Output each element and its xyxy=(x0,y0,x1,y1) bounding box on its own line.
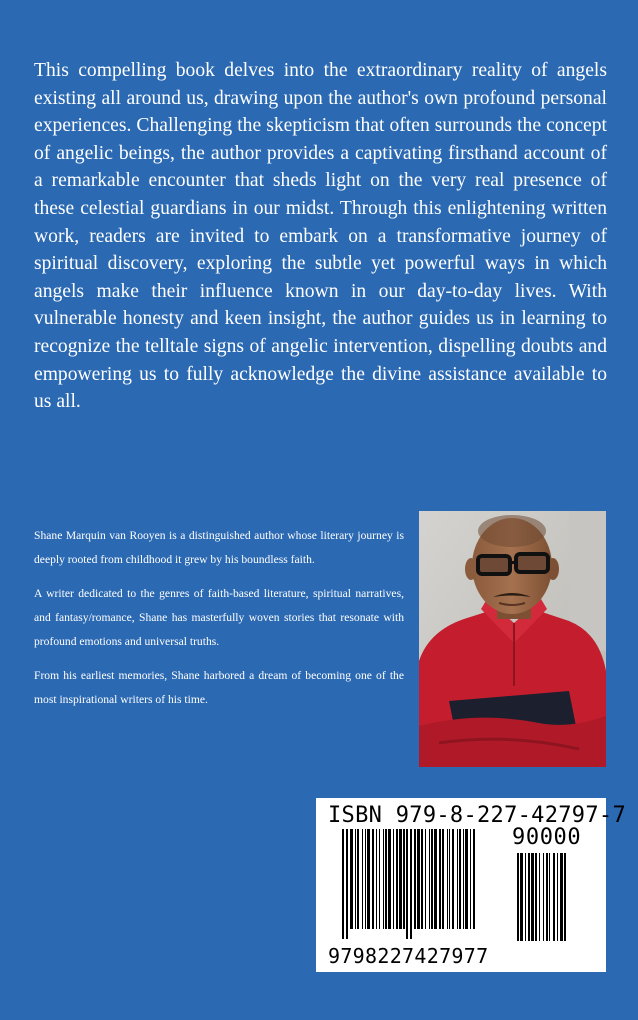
barcode-bar xyxy=(439,829,441,929)
barcode-bar xyxy=(564,853,566,941)
barcode-bar xyxy=(520,853,523,941)
barcode-bar xyxy=(525,853,526,941)
barcode-bar xyxy=(399,829,402,929)
price-code: 90000 xyxy=(512,825,582,850)
barcode-bar xyxy=(539,853,540,941)
barcode-bar xyxy=(379,829,380,929)
barcode-bar xyxy=(365,829,366,929)
book-blurb: This compelling book delves into the extraordinary reality of angels existing all around us, drawing upon the author's own profound personal experiences. Challenging the skepticism that often surrounds the concept of angelic beings, the author provides a captivating firsthand account of a remarkable encounter that sheds light on the very real presence of these celestial guardians in our midst. Through this enlightening written work, readers are invited to embark on a transformative journey of spiritual discovery, exploring the subtle yet powerful ways in which angels make their influence known in our day-to-day lives. With vulnerable honesty and keen insight, the author guides us in learning to recognize the telltale signs of angelic intervention, dispelling doubts and empowering us to fully acknowledge the divine assistance available to us all. xyxy=(34,60,607,413)
barcode-bar xyxy=(434,829,437,929)
barcode-bar xyxy=(543,853,544,941)
isbn-barcode xyxy=(316,798,626,972)
barcode-bar xyxy=(383,829,384,929)
barcode-bar xyxy=(553,853,555,941)
addon-barcode-bars xyxy=(517,853,593,941)
barcode-bar xyxy=(403,829,405,929)
author-photo xyxy=(419,511,606,767)
author-bio-paragraph: A writer dedicated to the genres of faith-based literature, spiritual narratives, and fantasy/romance, Shane has masterfully woven stories that resonate with profound emotions and universal truths. xyxy=(34,587,404,648)
barcode-bar xyxy=(362,829,363,929)
barcode-bar xyxy=(429,829,430,929)
barcode-bar xyxy=(396,829,398,929)
barcode-bar xyxy=(342,829,344,939)
barcode-bar xyxy=(421,829,423,929)
barcode-bar xyxy=(447,829,448,929)
isbn-number: ISBN 979-8-227-42797-7 xyxy=(328,803,626,828)
author-portrait-image xyxy=(419,511,606,767)
barcode-bar xyxy=(531,853,534,941)
barcode-bar xyxy=(470,829,471,929)
ean-barcode-bars xyxy=(342,829,502,941)
barcode-bar xyxy=(449,829,450,929)
barcode-bar xyxy=(535,853,537,941)
barcode-bar xyxy=(517,853,519,941)
barcode-bar xyxy=(346,829,348,939)
author-bio xyxy=(34,524,404,722)
barcode-bar xyxy=(452,829,454,929)
barcode-bar xyxy=(442,829,444,929)
barcode-bar xyxy=(350,829,353,929)
barcode-bar xyxy=(557,853,558,941)
barcode-bar xyxy=(425,829,426,929)
ean-left-digits: 798227 xyxy=(340,944,415,968)
barcode-bar xyxy=(457,829,458,929)
barcode-bar xyxy=(406,829,408,939)
barcode-bar xyxy=(431,829,433,929)
ean-right-digits: 427977 xyxy=(414,944,489,968)
ean-digits xyxy=(328,944,488,968)
barcode-bar xyxy=(372,829,374,929)
barcode-bar xyxy=(414,829,416,929)
author-bio-paragraph: Shane Marquin van Rooyen is a distinguished author whose literary journey is deeply rooted from childhood it grew by his boundless faith. xyxy=(34,529,404,566)
barcode-bar xyxy=(417,829,420,929)
barcode-bar xyxy=(465,829,468,929)
ean-first-digit: 9 xyxy=(328,944,341,968)
barcode-bar xyxy=(355,829,356,929)
barcode-bar xyxy=(546,853,548,941)
barcode-bar xyxy=(376,829,377,929)
barcode-bar xyxy=(463,829,464,929)
barcode-bar xyxy=(410,829,412,939)
barcode-bar xyxy=(459,829,461,929)
barcode-bar xyxy=(560,853,563,941)
barcode-bar xyxy=(473,829,475,929)
barcode-bar xyxy=(385,829,387,929)
author-bio-paragraph: From his earliest memories, Shane harbored a dream of becoming one of the most inspirational writers of his time. xyxy=(34,669,404,706)
barcode-bar xyxy=(388,829,391,929)
barcode-bar xyxy=(367,829,370,929)
barcode-bar xyxy=(549,853,550,941)
barcode-bar xyxy=(357,829,359,929)
barcode-bar xyxy=(393,829,394,929)
barcode-bar xyxy=(528,853,530,941)
